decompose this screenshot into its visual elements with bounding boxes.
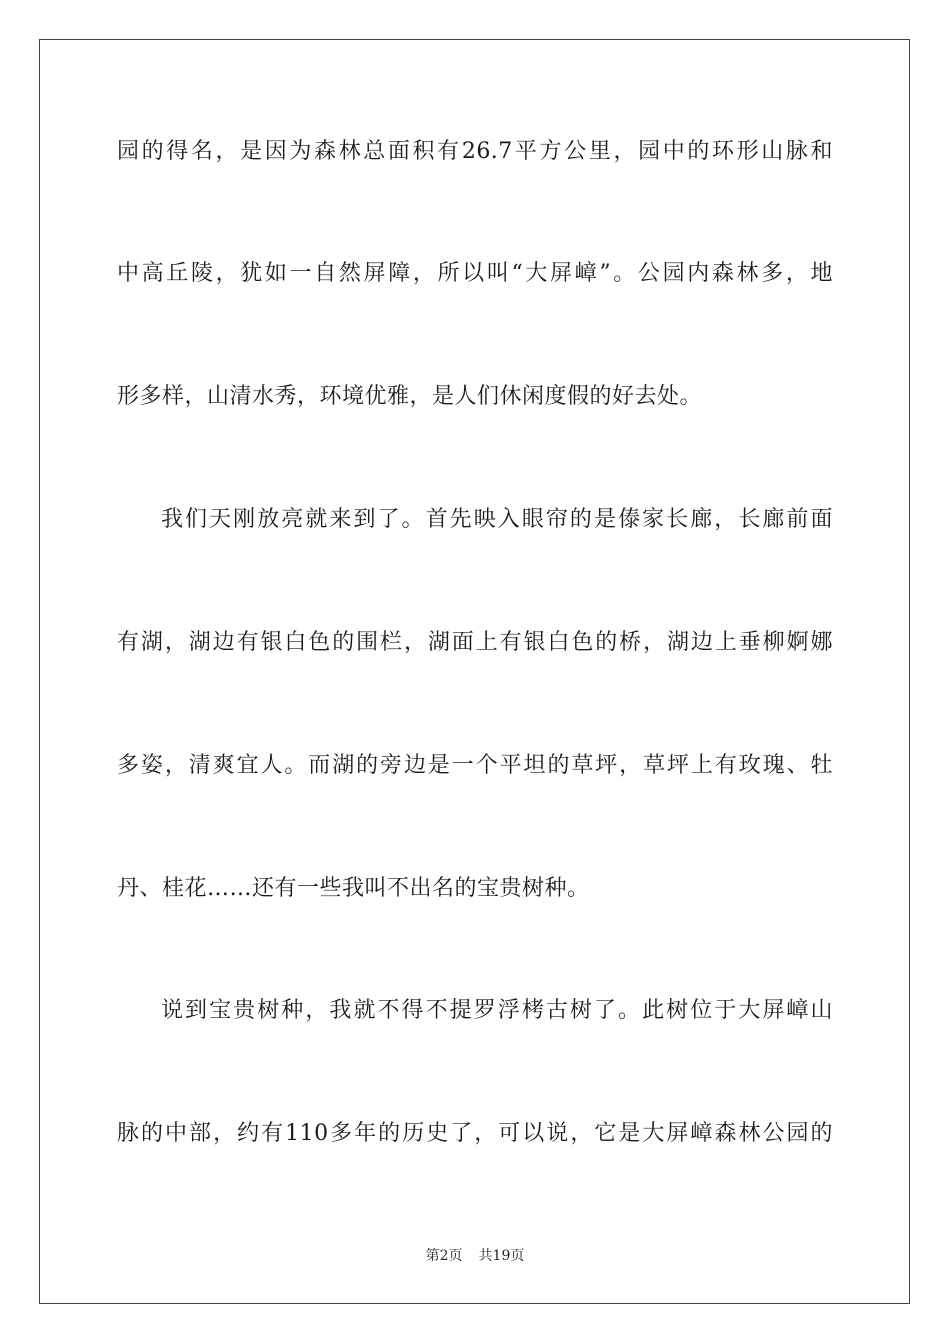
page-total: 共19页	[478, 1248, 525, 1264]
paragraph-2-line-3: 多姿，清爽宜人。而湖的旁边是一个平坦的草坪，草坪上有玫瑰、牡	[117, 753, 833, 778]
paragraph-1-line-1: 园的得名，是因为森林总面积有26.7平方公里，园中的环形山脉和	[117, 139, 833, 164]
paragraph-3-line-1: 说到宝贵树种，我就不得不提罗浮栲古树了。此树位于大屏嶂山	[161, 998, 833, 1023]
page-number: 第2页	[425, 1248, 463, 1264]
page-footer	[0, 1246, 950, 1266]
paragraph-2-line-2: 有湖，湖边有银白色的围栏，湖面上有银白色的桥，湖边上垂柳婀娜	[117, 630, 833, 655]
paragraph-2-line-4: 丹、桂花……还有一些我叫不出名的宝贵树种。	[117, 876, 590, 901]
paragraph-2-line-1: 我们天刚放亮就来到了。首先映入眼帘的是傣家长廊，长廊前面	[161, 507, 833, 532]
paragraph-3-line-2: 脉的中部，约有110多年的历史了，可以说，它是大屏嶂森林公园的	[117, 1121, 833, 1146]
paragraph-1-line-2: 中高丘陵，犹如一自然屏障，所以叫“大屏嶂”。公园内森林多，地	[117, 261, 833, 286]
page-frame	[39, 39, 910, 1304]
paragraph-1-line-3: 形多样，山清水秀，环境优雅，是人们休闲度假的好去处。	[117, 384, 703, 409]
